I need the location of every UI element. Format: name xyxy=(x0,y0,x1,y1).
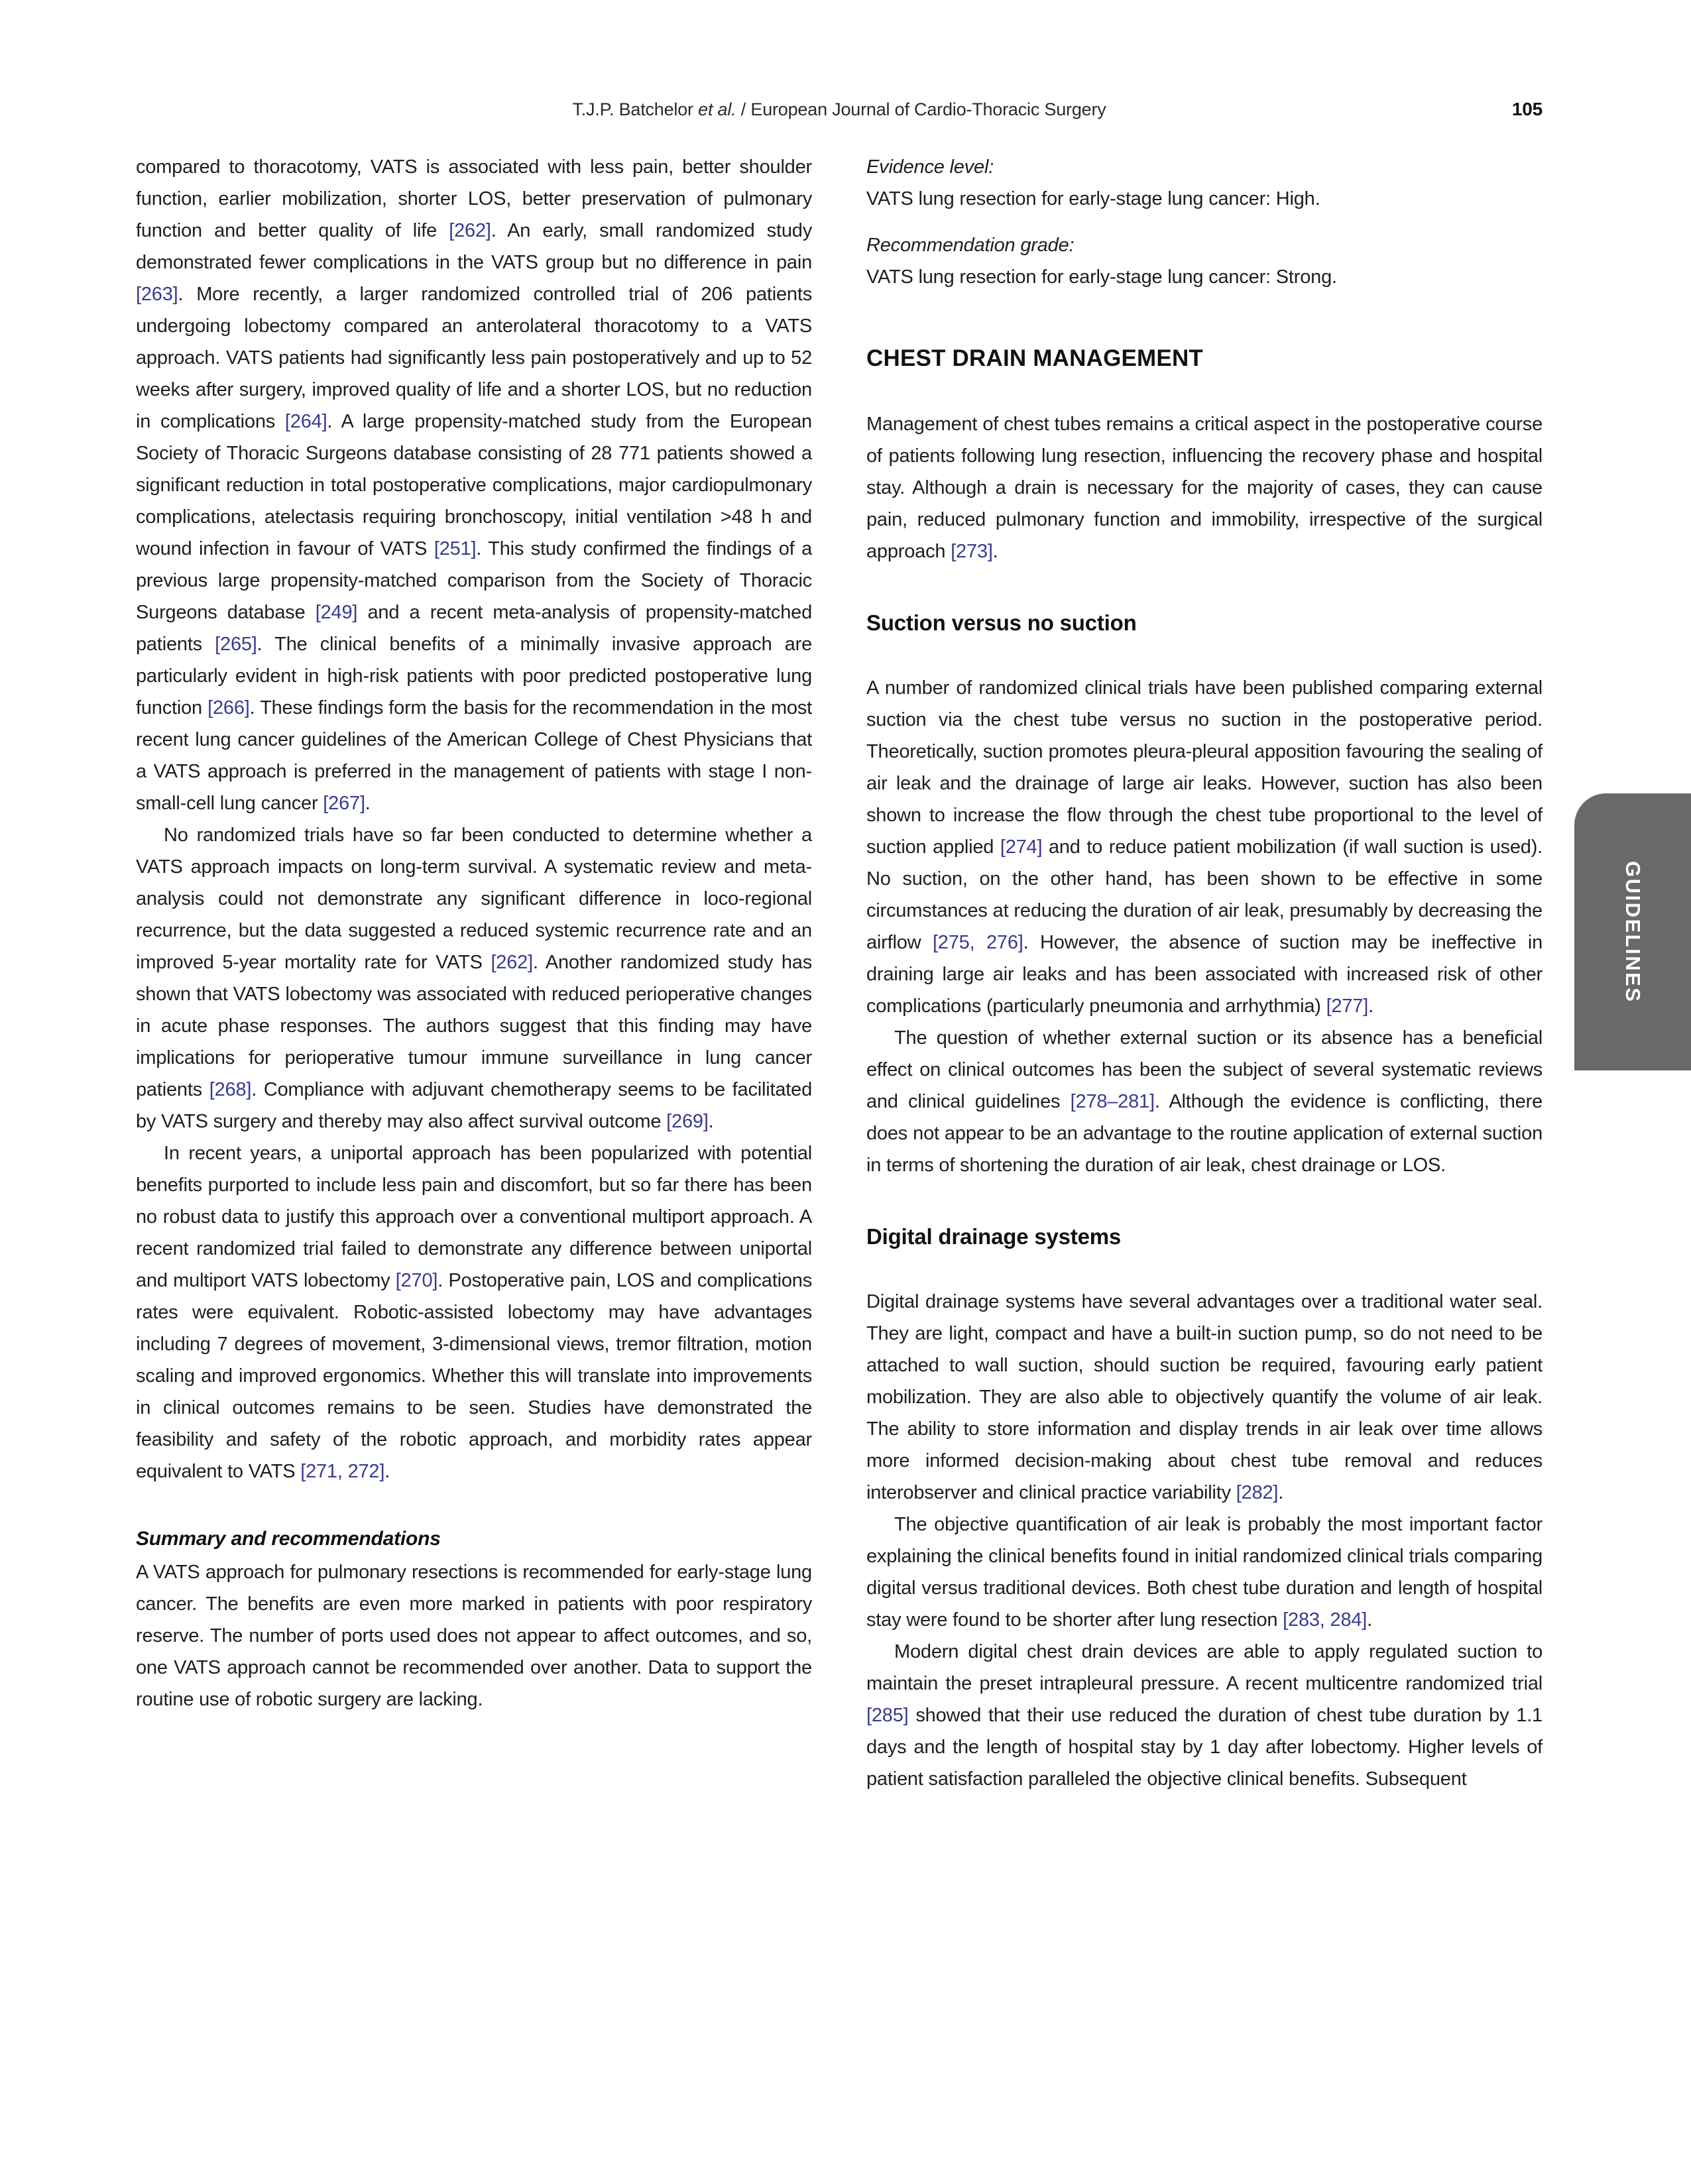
citation-link[interactable]: [268] xyxy=(209,1079,252,1100)
paragraph: Modern digital chest drain devices are able to apply regulated suction to maintain the preset intrapleural pressure. A recent multicentre randomized trial [285] showed that their use reduced the duration of chest tube duration by 1.1 days and the length of hospital stay by 1 day after lobectomy. Higher levels of patient satisfaction paralleled the objective clinical benefits. Subsequent xyxy=(866,1641,1543,1790)
evidence-level-label: Evidence level: xyxy=(866,156,994,178)
guidelines-tab xyxy=(1574,793,1691,1070)
paragraph: compared to thoracotomy, VATS is associated with less pain, better shoulder function, earlier mobilization, shorter LOS, better preservation of pulmonary function and better quality of life [262]. An early, small randomized study demonstrated fewer complications in the VATS group but no difference in pain [263]. More recently, a larger randomized controlled trial of 206 patients undergoing lobectomy compared an anterolateral thoracotomy to a VATS approach. VATS patients had significantly less pain postoperatively and up to 52 weeks after surgery, improved quality of life and a shorter LOS, but no reduction in complications [264]. A large propensity-matched study from the European Society of Thoracic Surgeons database consisting of 28 771 patients showed a significant reduction in total postoperative complications, major cardiopulmonary complications, atelectasis requiring bronchoscopy, initial ventilation >48 h and wound infection in favour of VATS [251]. This study confirmed the findings of a previous large propensity-matched comparison from the Society of Thoracic Surgeons database [249] and a recent meta-analysis of propensity-matched patients [265]. The clinical benefits of a minimally invasive approach are particularly evident in high-risk patients with poor predicted postoperative lung function [266]. These findings form the basis for the recommendation in the most recent lung cancer guidelines of the American College of Chest Physicians that a VATS approach is preferred in the management of patients with stage I non-small-cell lung cancer [267]. xyxy=(136,156,813,814)
citation-link[interactable]: [265] xyxy=(215,634,257,655)
left-column xyxy=(136,151,812,1715)
paragraph: No randomized trials have so far been conducted to determine whether a VATS approach impacts on long-term survival. A systematic review and meta-analysis could not demonstrate any significant difference in loco-regional recurrence, but the data suggested a reduced systemic recurrence rate and an improved 5-year mortality rate for VATS [262]. Another randomized study has shown that VATS lobectomy was associated with reduced perioperative changes in acute phase responses. The authors suggest that this finding may have implications for perioperative tumour immune surveillance in lung cancer patients [268]. Compliance with adjuvant chemotherapy seems to be facilitated by VATS surgery and thereby may also affect survival outcome [269]. xyxy=(136,825,812,1132)
paragraph: The objective quantification of air leak is probably the most important factor explaining the clinical benefits found in initial randomized clinical trials comparing digital versus traditional devices. Both chest tube duration and length of hospital stay were found to be shorter after lung resection [283, 284]. xyxy=(866,1514,1543,1631)
paragraph: Digital drainage systems have several advantages over a traditional water seal. They are light, compact and have a built-in suction pump, so do not need to be attached to wall suction, should suction be required, favouring early patient mobilization. They are also able to objectively quantify the volume of air leak. The ability to store information and display trends in air leak over time allows more informed decision-making about chest tube removal and reduces interobserver and clinical practice variability [282]. xyxy=(866,1291,1543,1503)
right-column xyxy=(866,151,1543,1795)
recommendation-grade-text: VATS lung resection for early-stage lung cancer: Strong. xyxy=(866,266,1337,288)
citation-link[interactable]: [263] xyxy=(136,284,178,305)
citation-link[interactable]: [271, 272] xyxy=(300,1461,385,1482)
paragraph: The question of whether external suction or its absence has a beneficial effect on clinical outcomes has been the subject of several systematic reviews and clinical guidelines [278–281]. Although the evidence is conflicting, there does not appear to be an advantage to the routine application of external suction in terms of shortening the duration of air leak, chest drainage or LOS. xyxy=(866,1027,1543,1176)
paragraph: A number of randomized clinical trials have been published comparing external suction via the chest tube versus no suction in the postoperative period. Theoretically, suction promotes pleura-pleural apposition favouring the sealing of air leak and the drainage of large air leaks. However, suction has also been shown to increase the flow through the chest tube proportional to the level of suction applied [274] and to reduce patient mobilization (if wall suction is used). No suction, on the other hand, has been shown to be effective in some circumstances at reducing the duration of air leak, presumably by decreasing the airflow [275, 276]. However, the absence of suction may be ineffective in draining large air leaks and has been associated with increased risk of other complications (particularly pneumonia and arrhythmia) [277]. xyxy=(866,677,1543,1017)
citation-link[interactable]: [249] xyxy=(315,602,358,623)
citation-link[interactable]: [273] xyxy=(951,541,993,562)
citation-link[interactable]: [267] xyxy=(323,793,365,814)
citation-link[interactable]: [262] xyxy=(449,220,491,241)
summary-heading: Summary and recommendations xyxy=(136,1528,441,1550)
citation-link[interactable]: [282] xyxy=(1236,1482,1279,1503)
citation-link[interactable]: [262] xyxy=(491,952,533,973)
evidence-level-block xyxy=(866,151,1543,215)
recommendation-grade-label: Recommendation grade: xyxy=(866,235,1075,256)
citation-link[interactable]: [270] xyxy=(395,1270,438,1291)
citation-link[interactable]: [285] xyxy=(866,1705,909,1726)
evidence-level-text: VATS lung resection for early-stage lung cancer: High. xyxy=(866,188,1320,209)
recommendation-grade-block xyxy=(866,229,1543,293)
citation-link[interactable]: [264] xyxy=(284,411,327,432)
citation-link[interactable]: [266] xyxy=(207,697,250,718)
running-head-etal: et al. xyxy=(698,99,736,119)
citation-link[interactable]: [274] xyxy=(1000,836,1043,858)
subsection-heading-suction: Suction versus no suction xyxy=(866,610,1137,635)
citation-link[interactable]: [275, 276] xyxy=(932,932,1023,953)
paragraph: In recent years, a uniportal approach has been popularized with potential benefits purported to include less pain and discomfort, but so far there has been no robust data to justify this approach over a conventional multiport approach. A recent randomized trial failed to demonstrate any difference between uniportal and multiport VATS lobectomy [270]. Postoperative pain, LOS and complications rates were equivalent. Robotic-assisted lobectomy may have advantages including 7 degrees of movement, 3-dimensional views, tremor filtration, motion scaling and improved ergonomics. Whether this will translate into improvements in clinical outcomes remains to be seen. Studies have demonstrated the feasibility and safety of the robotic approach, and morbidity rates appear equivalent to VATS [271, 272]. xyxy=(136,1143,812,1482)
subsection-heading-digital: Digital drainage systems xyxy=(866,1224,1122,1249)
citation-link[interactable]: [269] xyxy=(666,1111,709,1132)
running-head-journal: / European Journal of Cardio-Thoracic Surgery xyxy=(736,99,1106,119)
citation-link[interactable]: [278–281] xyxy=(1070,1091,1155,1112)
running-head xyxy=(136,98,1543,121)
guidelines-tab-label: GUIDELINES xyxy=(1621,860,1645,1004)
paragraph: Management of chest tubes remains a critical aspect in the postoperative course of patients following lung resection, influencing the recovery phase and hospital stay. Although a drain is necessary for the majority of cases, they can cause pain, reduced pulmonary function and immobility, irrespective of the surgical approach [273]. xyxy=(866,414,1543,562)
section-heading-chest-drain-management: CHEST DRAIN MANAGEMENT xyxy=(866,345,1204,371)
running-head-authors: T.J.P. Batchelor xyxy=(572,99,699,119)
citation-link[interactable]: [283, 284] xyxy=(1283,1609,1368,1631)
citation-link[interactable]: [277] xyxy=(1326,996,1369,1017)
paragraph: A VATS approach for pulmonary resections is recommended for early-stage lung cancer. The benefits are even more marked in patients with poor respiratory reserve. The number of ports used does not appear to affect outcomes, and so, one VATS approach cannot be recommended over another. Data to support the routine use of robotic surgery are lacking. xyxy=(136,1562,812,1710)
page-number: 105 xyxy=(1511,99,1543,119)
citation-link[interactable]: [251] xyxy=(434,538,477,559)
